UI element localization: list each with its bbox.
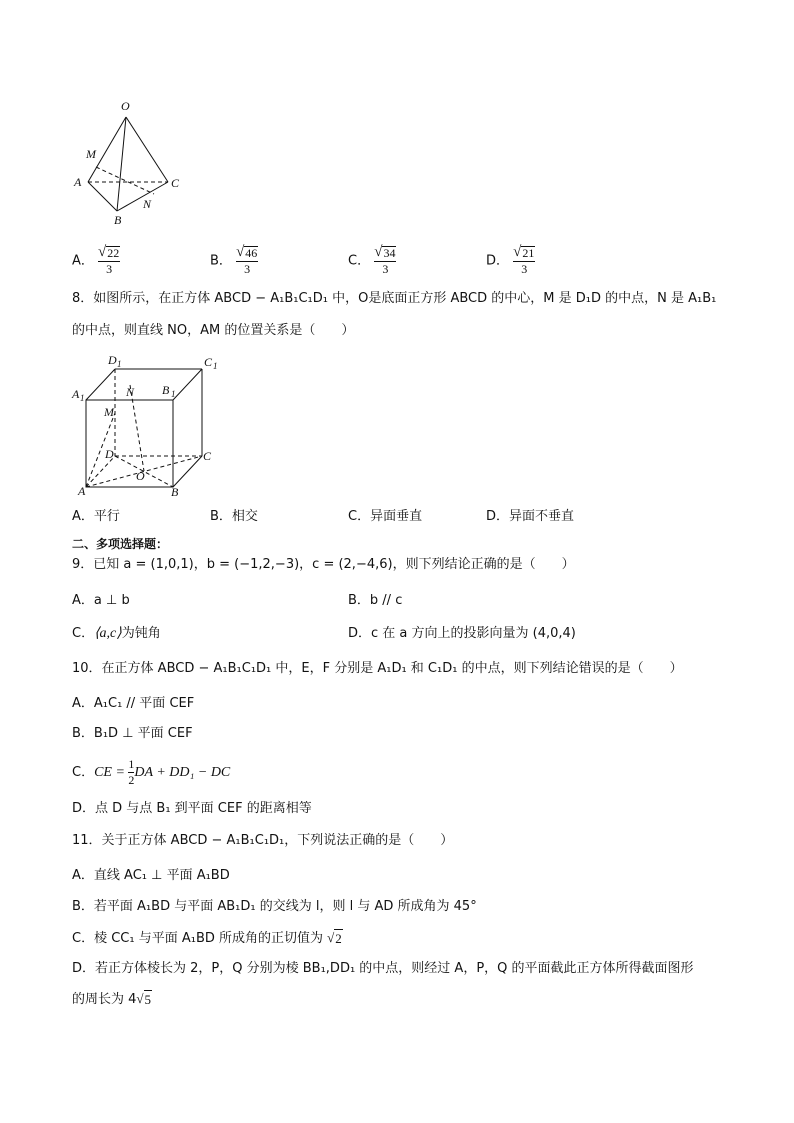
q9-option-b: B．b // c — [348, 593, 403, 608]
q8-stem-line1: 8．如图所示，在正方体 ABCD − A₁B₁C₁D₁ 中，O是底面正方形 ABCD 的中心，M 是 D₁D 的中点，N 是 A₁B₁ — [72, 291, 717, 306]
q8-option-a: A．平行 — [72, 509, 120, 524]
fig2-label-C1: C — [204, 355, 213, 369]
q10-option-b: B．B₁D ⊥ 平面 CEF — [72, 726, 193, 741]
q9-option-a: A．a ⊥ b — [72, 593, 130, 608]
q10-option-a: A．A₁C₁ // 平面 CEF — [72, 696, 195, 711]
q7-option-d: D． √ 21 3 — [486, 244, 535, 276]
cube-figure — [70, 352, 230, 500]
q11-option-c: C．棱 CC₁ 与平面 A₁BD 所成角的正切值为 √ 2 — [72, 930, 342, 946]
q7-option-b: B． √ 46 3 — [210, 244, 258, 276]
q11-option-a: A．直线 AC₁ ⊥ 平面 A₁BD — [72, 868, 230, 883]
fig1-label-O: O — [121, 99, 130, 113]
svg-text:1: 1 — [117, 359, 122, 369]
fig2-label-A: A — [78, 484, 86, 498]
tetrahedron-figure — [70, 95, 200, 230]
fig2-label-D: D — [105, 447, 114, 461]
fig2-label-D1: D — [108, 353, 117, 367]
q9-option-d: D．c 在 a 方向上的投影向量为 (4,0,4) — [348, 626, 576, 641]
q8-option-b: B．相交 — [210, 509, 258, 524]
fig1-label-A: A — [74, 175, 82, 189]
q11-stem: 11．关于正方体 ABCD − A₁B₁C₁D₁，下列说法正确的是（ ） — [72, 833, 454, 848]
svg-text:1: 1 — [80, 393, 85, 403]
q9-option-c: C．⟨a,c⟩为钝角 — [72, 626, 161, 641]
fig1-label-M: M — [86, 147, 96, 161]
q7-option-a: A． √ 22 3 — [72, 244, 120, 276]
section-heading: 二、多项选择题： — [72, 537, 169, 551]
fig2-label-B1: B — [162, 383, 170, 397]
fig2-label-N: N — [126, 385, 135, 399]
fig1-label-C: C — [171, 176, 180, 190]
fig1-label-N: N — [143, 197, 152, 211]
q10-option-d: D．点 D 与点 B₁ 到平面 CEF 的距离相等 — [72, 801, 312, 816]
q7-option-c: C． √ 34 3 — [348, 244, 396, 276]
fig2-label-M: M — [104, 405, 114, 419]
fig2-label-A1: A — [72, 387, 80, 401]
q8-stem-line2: 的中点，则直线 NO，AM 的位置关系是（ ） — [72, 323, 355, 338]
svg-text:1: 1 — [213, 361, 218, 371]
q10-option-c: C．CE = $\frac{1}{2}$ DA + DD₁ − DC — [72, 757, 231, 787]
fig1-label-B: B — [114, 213, 122, 227]
q8-option-c: C．异面垂直 — [348, 509, 423, 524]
q10-stem: 10．在正方体 ABCD − A₁B₁C₁D₁ 中，E，F 分别是 A₁D₁ 和 C₁D₁ 的中点，则下列结论错误的是（ ） — [72, 661, 683, 676]
q11-option-d-line2: 的周长为 4 √ 5 — [72, 991, 152, 1007]
fig2-label-O: O — [136, 469, 145, 483]
q11-option-b: B．若平面 A₁BD 与平面 AB₁D₁ 的交线为 l，则 l 与 AD 所成角为 45° — [72, 899, 477, 914]
q11-option-d-line1: D．若正方体棱长为 2，P，Q 分别为棱 BB₁,DD₁ 的中点，则经过 A，P，Q 的平面截此正方体所得截面图形 — [72, 961, 694, 976]
fig2-label-C: C — [203, 449, 212, 463]
q8-option-d: D．异面不垂直 — [486, 509, 575, 524]
q9-stem: 9．已知 a = (1,0,1)，b = (−1,2,−3)，c = (2,−4,6)，则下列结论正确的是（ ） — [72, 557, 575, 572]
svg-text:1: 1 — [171, 389, 176, 399]
fig2-label-B: B — [171, 485, 179, 499]
